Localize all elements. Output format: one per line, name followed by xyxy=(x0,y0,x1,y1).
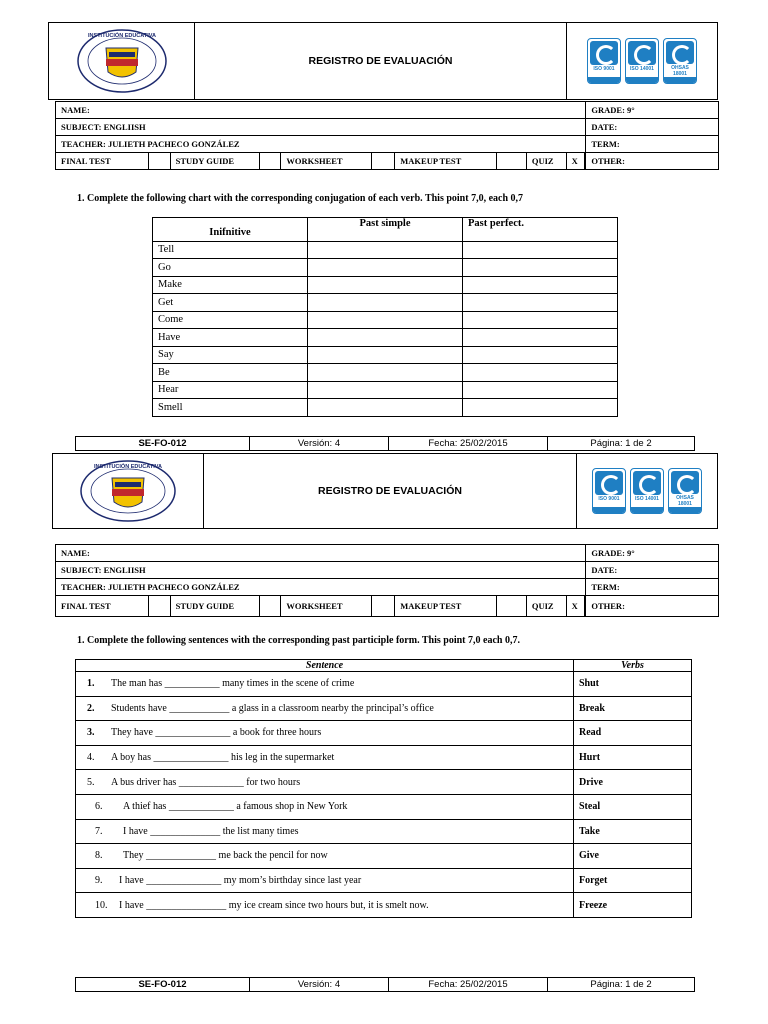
conjugation-chart xyxy=(152,217,618,417)
table-row xyxy=(153,329,618,347)
iso-9001-icon: ISO 9001 xyxy=(587,38,621,84)
makeup-test-label: MAKEUP TEST xyxy=(395,153,497,170)
date-field[interactable]: DATE: xyxy=(586,119,719,136)
verbs-header: Verbs xyxy=(574,660,692,672)
table-row xyxy=(76,893,692,918)
sentence-cell[interactable]: 7. I have ______________ the list many times xyxy=(76,819,574,844)
past-simple-cell[interactable] xyxy=(308,241,463,259)
past-simple-cell[interactable] xyxy=(308,329,463,347)
table-row xyxy=(153,381,618,399)
page-number: Página: 1 de 2 xyxy=(548,437,695,451)
table-row xyxy=(153,241,618,259)
study-guide-label: STUDY GUIDE xyxy=(170,596,260,617)
page-footer xyxy=(75,977,695,992)
form-code: SE-FO-012 xyxy=(76,978,250,992)
iso-9001-icon: ISO 9001 xyxy=(592,468,626,514)
table-row xyxy=(76,844,692,869)
question-1: 1. Complete the following chart with the corresponding conjugation of each verb. This point 7,0, each 0,7 xyxy=(77,193,524,204)
institution-seal-icon xyxy=(53,459,203,523)
grade-field: GRADE: 9° xyxy=(586,545,719,562)
infinitive-cell: Have xyxy=(153,329,308,347)
iso-14001-icon: ISO 14001 xyxy=(625,38,659,84)
page-number: Página: 1 de 2 xyxy=(548,978,695,992)
name-field[interactable]: NAME: xyxy=(56,545,586,562)
document-header xyxy=(48,22,718,100)
page-footer xyxy=(75,436,695,451)
table-row xyxy=(76,721,692,746)
page-title: REGISTRO DE EVALUACIÓN xyxy=(204,454,577,529)
institution-logo-cell xyxy=(53,454,204,529)
svg-text:INSTITUCIÓN EDUCATIVA: INSTITUCIÓN EDUCATIVA xyxy=(94,464,162,470)
institution-logo-cell xyxy=(49,23,195,100)
sentence-cell[interactable]: 5. A bus driver has _____________ for two hours xyxy=(76,770,574,795)
past-perfect-cell[interactable] xyxy=(463,294,618,312)
verb-cell: Freeze xyxy=(574,893,692,918)
worksheet-label: WORKSHEET xyxy=(281,596,372,617)
final-test-label: FINAL TEST xyxy=(56,153,149,170)
infinitive-cell: Hear xyxy=(153,381,308,399)
final-test-checkbox[interactable] xyxy=(149,153,170,170)
teacher-field: TEACHER: JULIETH PACHECO GONZÁLEZ xyxy=(56,136,586,153)
past-simple-cell[interactable] xyxy=(308,346,463,364)
name-field[interactable]: NAME: xyxy=(56,102,586,119)
verb-cell: Hurt xyxy=(574,745,692,770)
quiz-checkbox[interactable]: X xyxy=(566,153,585,170)
infinitive-cell: Make xyxy=(153,276,308,294)
verb-cell: Forget xyxy=(574,868,692,893)
infinitive-cell: Smell xyxy=(153,399,308,417)
verb-cell: Shut xyxy=(574,672,692,697)
worksheet-label: WORKSHEET xyxy=(281,153,372,170)
quiz-label: QUIZ xyxy=(526,596,566,617)
past-perfect-cell[interactable] xyxy=(463,259,618,277)
past-simple-cell[interactable] xyxy=(308,381,463,399)
final-test-checkbox[interactable] xyxy=(149,596,170,617)
page-title: REGISTRO DE EVALUACIÓN xyxy=(195,23,567,100)
table-row xyxy=(76,672,692,697)
past-simple-cell[interactable] xyxy=(308,294,463,312)
sentence-cell[interactable]: 10. I have ________________ my ice cream since two hours but, it is smelt now. xyxy=(76,893,574,918)
form-date: Fecha: 25/02/2015 xyxy=(389,437,548,451)
past-simple-cell[interactable] xyxy=(308,364,463,382)
table-row xyxy=(153,276,618,294)
subject-field: SUBJECT: ENGLIISH xyxy=(56,119,586,136)
verb-cell: Drive xyxy=(574,770,692,795)
makeup-test-label: MAKEUP TEST xyxy=(395,596,497,617)
document-header xyxy=(52,453,718,529)
form-version: Versión: 4 xyxy=(250,437,389,451)
ohsas-18001-icon: OHSAS 18001 xyxy=(663,38,697,84)
past-simple-header: Past simple xyxy=(308,218,463,242)
sentence-header: Sentence xyxy=(76,660,574,672)
makeup-test-checkbox[interactable] xyxy=(497,153,527,170)
past-simple-cell[interactable] xyxy=(308,311,463,329)
sentence-cell[interactable]: 6. A thief has _____________ a famous shop in New York xyxy=(76,794,574,819)
table-row xyxy=(76,868,692,893)
makeup-test-checkbox[interactable] xyxy=(497,596,527,617)
past-perfect-cell[interactable] xyxy=(463,364,618,382)
table-row xyxy=(153,346,618,364)
past-perfect-header: Past perfect. xyxy=(463,218,618,242)
subject-field: SUBJECT: ENGLIISH xyxy=(56,562,586,579)
certification-logos xyxy=(567,23,718,100)
past-perfect-cell[interactable] xyxy=(463,329,618,347)
verb-cell: Steal xyxy=(574,794,692,819)
table-row xyxy=(76,770,692,795)
teacher-field: TEACHER: JULIETH PACHECO GONZÁLEZ xyxy=(56,579,586,596)
table-row xyxy=(76,745,692,770)
infinitive-cell: Get xyxy=(153,294,308,312)
sentence-cell[interactable]: 2. Students have ____________ a glass in a classroom nearby the principal’s office xyxy=(76,696,574,721)
verb-cell: Give xyxy=(574,844,692,869)
certification-logos xyxy=(577,454,718,529)
student-info-table xyxy=(55,101,719,170)
table-row xyxy=(153,294,618,312)
verb-cell: Break xyxy=(574,696,692,721)
infinitive-cell: Say xyxy=(153,346,308,364)
form-code: SE-FO-012 xyxy=(76,437,250,451)
past-perfect-cell[interactable] xyxy=(463,311,618,329)
sentences-table xyxy=(75,659,692,918)
date-field[interactable]: DATE: xyxy=(586,562,719,579)
study-guide-label: STUDY GUIDE xyxy=(170,153,260,170)
sentence-cell[interactable]: 4. A boy has _______________ his leg in the supermarket xyxy=(76,745,574,770)
infinitive-cell: Go xyxy=(153,259,308,277)
question-1: 1. Complete the following sentences with the corresponding past participle form. This point 7,0 each 0,7. xyxy=(77,635,520,646)
table-row xyxy=(153,364,618,382)
past-simple-cell[interactable] xyxy=(308,399,463,417)
sentence-cell[interactable]: 3. They have _______________ a book for three hours xyxy=(76,721,574,746)
past-perfect-cell[interactable] xyxy=(463,346,618,364)
sentence-cell[interactable]: 9. I have _______________ my mom’s birthday since last year xyxy=(76,868,574,893)
table-row xyxy=(153,259,618,277)
verb-cell: Read xyxy=(574,721,692,746)
final-test-label: FINAL TEST xyxy=(56,596,149,617)
table-row xyxy=(76,794,692,819)
table-row xyxy=(76,696,692,721)
student-info-table xyxy=(55,544,719,617)
table-row xyxy=(153,399,618,417)
form-date: Fecha: 25/02/2015 xyxy=(389,978,548,992)
infinitive-cell: Tell xyxy=(153,241,308,259)
institution-seal-icon xyxy=(49,28,194,94)
study-guide-checkbox[interactable] xyxy=(260,153,281,170)
infinitive-cell: Come xyxy=(153,311,308,329)
past-perfect-cell[interactable] xyxy=(463,241,618,259)
sentence-cell[interactable]: 8. They ______________ me back the pencil for now xyxy=(76,844,574,869)
grade-field: GRADE: 9° xyxy=(586,102,719,119)
form-version: Versión: 4 xyxy=(250,978,389,992)
quiz-checkbox[interactable]: X xyxy=(566,596,585,617)
iso-14001-icon: ISO 14001 xyxy=(630,468,664,514)
other-field[interactable]: OTHER: xyxy=(586,153,719,170)
study-guide-checkbox[interactable] xyxy=(260,596,281,617)
infinitive-header: Inifnitive xyxy=(153,218,308,242)
worksheet-checkbox[interactable] xyxy=(372,596,395,617)
past-simple-cell[interactable] xyxy=(308,259,463,277)
verb-cell: Take xyxy=(574,819,692,844)
ohsas-18001-icon: OHSAS 18001 xyxy=(668,468,702,514)
term-field[interactable]: TERM: xyxy=(586,136,719,153)
infinitive-cell: Be xyxy=(153,364,308,382)
past-perfect-cell[interactable] xyxy=(463,276,618,294)
table-row xyxy=(76,819,692,844)
past-simple-cell[interactable] xyxy=(308,276,463,294)
svg-text:INSTITUCIÓN EDUCATIVA: INSTITUCIÓN EDUCATIVA xyxy=(87,33,156,39)
worksheet-checkbox[interactable] xyxy=(372,153,395,170)
term-field[interactable]: TERM: xyxy=(586,579,719,596)
past-perfect-cell[interactable] xyxy=(463,399,618,417)
table-row xyxy=(153,311,618,329)
past-perfect-cell[interactable] xyxy=(463,381,618,399)
quiz-label: QUIZ xyxy=(526,153,566,170)
sentence-cell[interactable]: 1. The man has ___________ many times in the scene of crime xyxy=(76,672,574,697)
other-field[interactable]: OTHER: xyxy=(586,596,719,617)
